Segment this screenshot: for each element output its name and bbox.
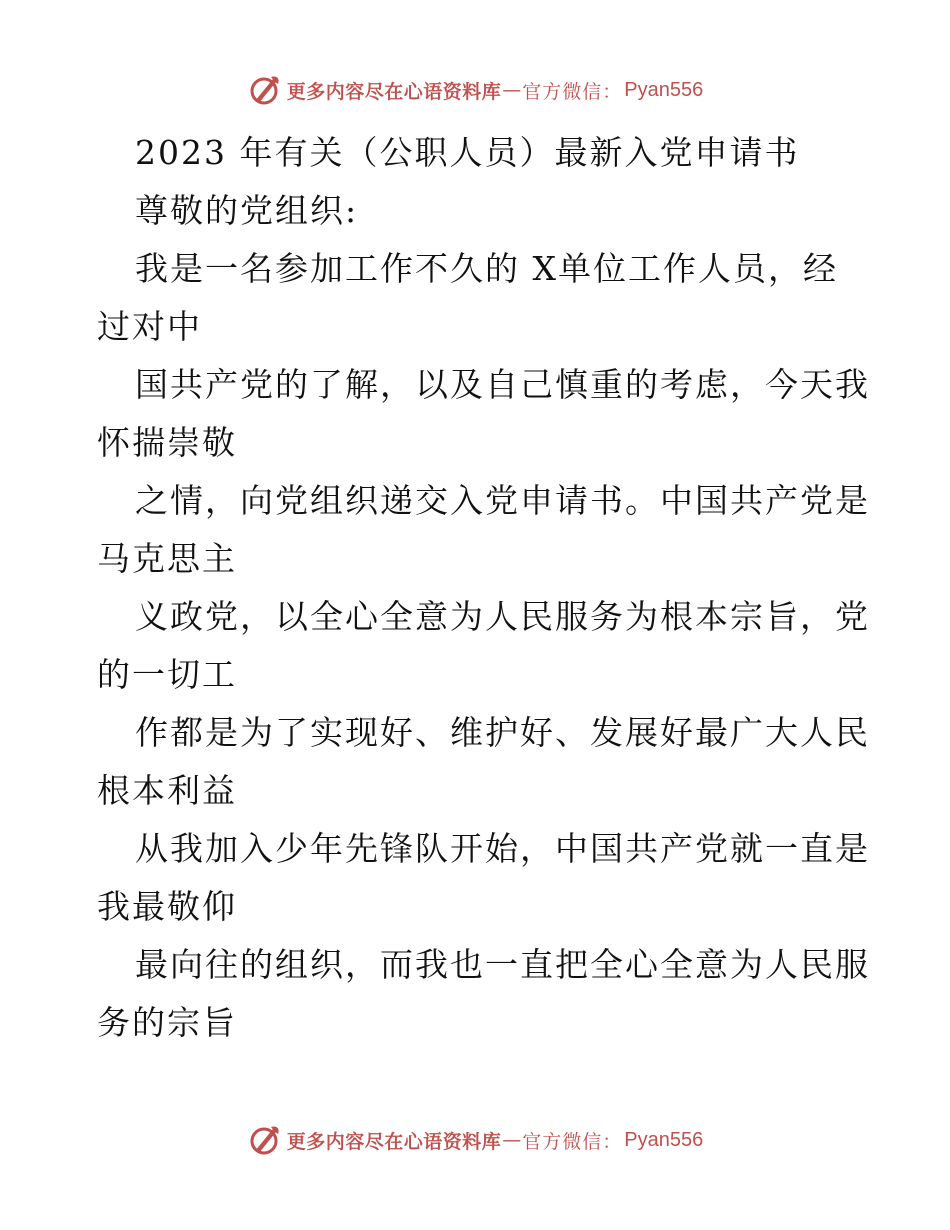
banner-main-text: 更多内容尽在心语资料库 xyxy=(286,1130,502,1153)
text-line: 作都是为了实现好、维护好、发展好最广大人民 xyxy=(135,713,870,752)
document-title: 2023 年有关（公职人员）最新入党申请书 xyxy=(135,133,800,172)
text-line: 马克思主 xyxy=(97,539,237,578)
text-line: 最向往的组织，而我也一直把全心全意为人民服 xyxy=(135,945,870,984)
text-line: 之情，向党组织递交入党申请书。中国共产党是 xyxy=(135,481,870,520)
text-line: 怀揣崇敬 xyxy=(97,423,237,462)
banner-main-text: 更多内容尽在心语资料库 xyxy=(286,80,502,103)
text-line: 务的宗旨 xyxy=(97,1003,237,1042)
header-banner xyxy=(0,70,950,110)
footer-banner xyxy=(0,1120,950,1160)
quill-pen-logo-icon xyxy=(247,1123,281,1157)
text-line: 过对中 xyxy=(97,307,202,346)
banner-wechat-id: Pyan556 xyxy=(624,78,704,101)
text-line: 根本利益 xyxy=(97,771,237,810)
quill-pen-logo-icon xyxy=(247,73,281,107)
banner-dash: — xyxy=(502,1129,522,1151)
text-line: 的一切工 xyxy=(97,655,237,694)
text-line: 我是一名参加工作不久的 X单位工作人员，经 xyxy=(135,249,838,288)
text-line: 我最敬仰 xyxy=(97,887,237,926)
banner-official-label: 官方微信： xyxy=(522,80,623,103)
banner-official-label: 官方微信： xyxy=(522,1130,623,1153)
text-line: 从我加入少年先锋队开始，中国共产党就一直是 xyxy=(135,829,870,868)
text-line: 义政党，以全心全意为人民服务为根本宗旨，党 xyxy=(135,597,870,636)
banner-wechat-id: Pyan556 xyxy=(624,1128,704,1151)
document-body xyxy=(97,124,870,1052)
text-line: 尊敬的党组织: xyxy=(135,191,359,230)
text-line: 国共产党的了解，以及自己慎重的考虑，今天我 xyxy=(135,365,870,404)
banner-dash: — xyxy=(502,79,522,101)
